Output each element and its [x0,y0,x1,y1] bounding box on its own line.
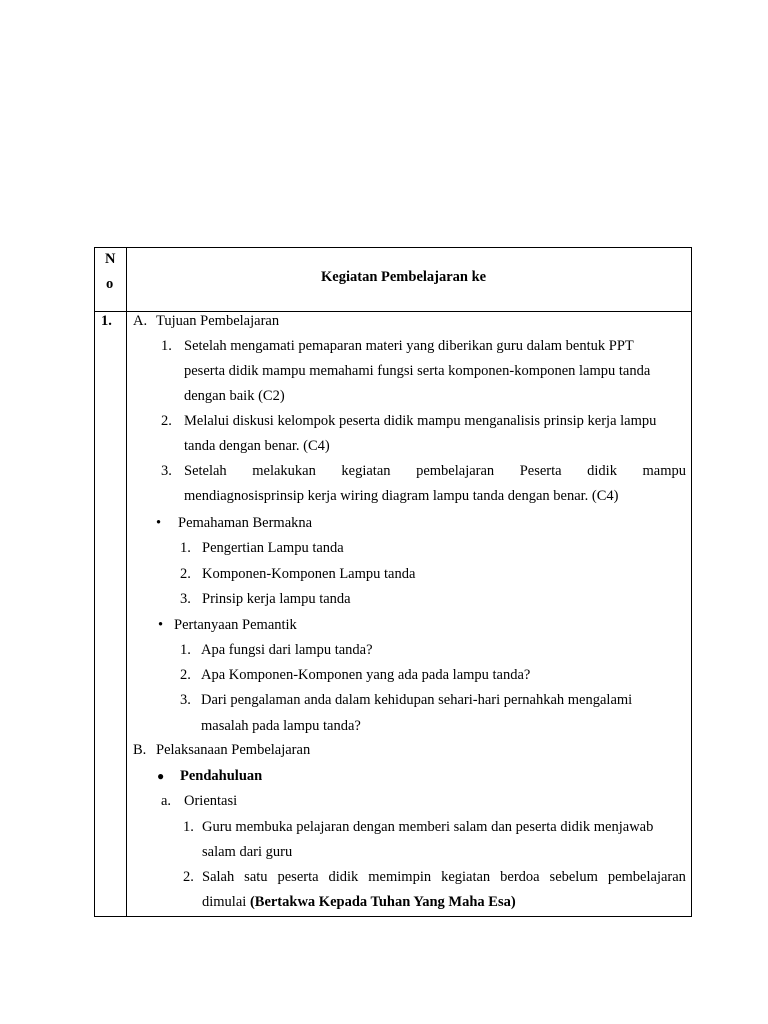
word: pembelajaran [416,463,495,479]
word: memimpin [368,869,432,885]
word: Salah [202,869,235,885]
header-title: Kegiatan Pembelajaran ke [321,269,487,285]
word: sebelum [549,869,598,885]
pertanyaan-3-num: 3. [180,692,191,708]
word: mampu [642,463,686,479]
orientasi-marker: a. [161,793,172,809]
orientasi-2-bold: (Bertakwa Kepada Tuhan Yang Maha Esa) [249,894,516,910]
pemahaman-3-num: 3. [180,591,191,607]
pemahaman-title: Pemahaman Bermakna [178,515,313,531]
word: Peserta [519,463,562,479]
bullet-icon: ● [157,769,165,783]
word: kegiatan [341,463,391,479]
word: berdoa [500,869,540,885]
header-no-bottom: o [106,276,114,292]
objective-1-num: 1. [161,338,172,354]
word: kegiatan [441,869,491,885]
objective-3-line2: mendiagnosisprinsip kerja wiring diagram lampu tanda dengan benar. (C4) [184,488,619,504]
pertanyaan-title: Pertanyaan Pemantik [174,617,297,633]
pertanyaan-1-text: Apa fungsi dari lampu tanda? [201,642,373,658]
pertanyaan-3-text2: masalah pada lampu tanda? [201,718,361,734]
orientasi-2-line2 [202,893,516,911]
pemahaman-2-num: 2. [180,566,191,582]
objective-1-line1: Setelah mengamati pemaparan materi yang diberikan guru dalam bentuk PPT [184,338,634,354]
objective-3-line1 [184,462,686,480]
orientasi-1-line2: salam dari guru [202,844,293,860]
section-b-title: Pelaksanaan Pembelajaran [156,742,311,758]
orientasi-title: Orientasi [184,793,238,809]
word: satu [244,869,268,885]
section-a-marker: A. [133,313,148,329]
word: peserta [277,869,319,885]
section-b-marker: B. [133,742,147,758]
objective-1-line2: peserta didik mampu memahami fungsi serta komponen-komponen lampu tanda [184,363,651,379]
pendahuluan-title: Pendahuluan [180,768,263,784]
objective-2-line2: tanda dengan benar. (C4) [184,438,330,454]
objective-1-line3: dengan baik (C2) [184,388,285,404]
word: pembelajaran [607,869,686,885]
orientasi-1-num: 1. [183,819,194,835]
pertanyaan-2-num: 2. [180,667,191,683]
orientasi-2-num: 2. [183,869,194,885]
pemahaman-3-text: Prinsip kerja lampu tanda [202,591,351,607]
pemahaman-2-text: Komponen-Komponen Lampu tanda [202,566,416,582]
objective-3-num: 3. [161,463,172,479]
row-number: 1. [101,313,112,329]
word: melakukan [252,463,316,479]
pertanyaan-1-num: 1. [180,642,191,658]
pemahaman-1-text: Pengertian Lampu tanda [202,540,344,556]
word: didik [328,869,359,885]
pemahaman-1-num: 1. [180,540,191,556]
bullet-icon: • [156,515,162,531]
pertanyaan-2-text: Apa Komponen-Komponen yang ada pada lampu tanda? [201,667,531,683]
orientasi-2-dimulai: dimulai [202,894,247,910]
pertanyaan-3-text: Dari pengalaman anda dalam kehidupan sehari-hari pernahkah mengalami [201,692,633,708]
objective-2-line1: Melalui diskusi kelompok peserta didik mampu menganalisis prinsip kerja lampu [184,413,657,429]
word: Setelah [184,463,227,479]
bullet-icon: • [158,617,164,633]
orientasi-1-line1: Guru membuka pelajaran dengan memberi salam dan peserta didik menjawab [202,819,654,835]
column-divider [126,248,127,916]
header-no-top: N [105,251,116,267]
section-a-title: Tujuan Pembelajaran [156,313,280,329]
objective-2-num: 2. [161,413,172,429]
word: didik [587,463,617,479]
orientasi-2-line1 [202,868,686,886]
